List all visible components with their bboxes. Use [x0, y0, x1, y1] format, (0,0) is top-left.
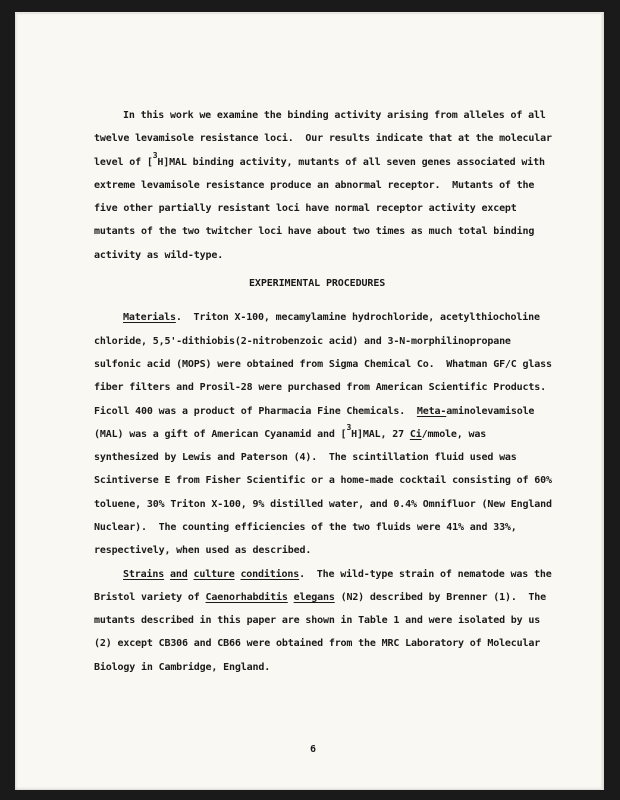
intro-line-2: twelve levamisole resistance loci. Our results indicate that at the molecular: [94, 133, 552, 144]
materials-line-6: [94, 423, 487, 441]
ci-underlined: Ci: [409, 429, 422, 440]
superscript-3-mal: 3: [346, 423, 352, 432]
materials-line-1: [123, 312, 540, 324]
intro-line-1: In this work we examine the binding activity arising from alleles of all: [123, 110, 546, 121]
materials-line-5-pre: Ficoll 400 was a product of Pharmacia Fine Chemicals.: [94, 406, 417, 417]
species-name: elegans: [293, 592, 335, 603]
materials-line-1-rest: . Triton X-100, mecamylamine hydrochloride, acetylthiocholine: [175, 312, 540, 323]
genus-name: Caenorhabditis: [205, 592, 288, 603]
intro-line-3-after: H]MAL binding activity, mutants of all seven genes associated with: [157, 157, 545, 168]
materials-heading: Materials: [123, 312, 176, 323]
intro-line-3-before: level of [: [94, 157, 153, 168]
strains-line-2-post: (N2) described by Brenner (1). The: [334, 592, 547, 603]
page-top-edge: [15, 12, 604, 14]
intro-line-3: [94, 151, 545, 169]
strains-heading-word-1: Strains: [123, 569, 165, 580]
materials-line-10: Nuclear). The counting efficiencies of the two fluids were 41% and 33%,: [94, 522, 517, 533]
strains-line-1-rest: . The wild-type strain of nematode was the: [299, 569, 552, 580]
superscript-3: 3: [152, 151, 158, 160]
strains-line-5: Biology in Cambridge, England.: [94, 662, 271, 673]
materials-line-8: Scintiverse E from Fisher Scientific or a home-made cocktail consisting of 60%: [94, 475, 552, 486]
materials-line-6-pre: (MAL) was a gift of American Cyanamid and [: [94, 429, 347, 440]
page-number: 6: [310, 744, 316, 755]
intro-line-4: extreme levamisole resistance produce an abnormal receptor. Mutants of the: [94, 180, 535, 191]
strains-line-1: [123, 569, 552, 581]
materials-line-6-mid: H]MAL, 27: [351, 429, 410, 440]
strains-line-2: [94, 592, 546, 604]
materials-line-6-post: /mmole, was: [421, 429, 487, 440]
strains-line-3: mutants described in this paper are shown in Table 1 and were isolated by us: [94, 615, 541, 626]
strains-heading-word-3: culture: [193, 569, 235, 580]
intro-line-5: five other partially resistant loci have normal receptor activity except: [94, 203, 517, 214]
materials-line-11: respectively, when used as described.: [94, 545, 312, 556]
materials-line-5-post: aminolevamisole: [446, 406, 535, 417]
materials-line-9: toluene, 30% Triton X-100, 9% distilled water, and 0.4% Omnifluor (New England: [94, 499, 552, 510]
document-page: [15, 12, 604, 790]
intro-line-6: mutants of the two twitcher loci have about two times as much total binding: [94, 226, 535, 237]
materials-line-4: fiber filters and Prosil-28 were purchased from American Scientific Products.: [94, 382, 547, 393]
materials-line-7: synthesized by Lewis and Paterson (4). The scintillation fluid used was: [94, 452, 517, 463]
strains-heading-word-2: and: [169, 569, 188, 580]
materials-line-5: [94, 406, 534, 418]
strains-heading-word-4: conditions: [240, 569, 300, 580]
strains-line-2-pre: Bristol variety of: [94, 592, 206, 603]
section-heading: EXPERIMENTAL PROCEDURES: [249, 278, 386, 289]
strains-line-4: (2) except CB306 and CB66 were obtained from the MRC Laboratory of Molecular: [94, 638, 541, 649]
intro-line-7: activity as wild-type.: [94, 250, 224, 261]
materials-line-2: chloride, 5,5'-dithiobis(2-nitrobenzoic acid) and 3-N-morphilinopropane: [94, 336, 511, 347]
materials-line-3: sulfonic acid (MOPS) were obtained from Sigma Chemical Co. Whatman GF/C glass: [94, 359, 552, 370]
page-right-edge: [601, 12, 604, 790]
meta-underlined: Meta-: [416, 406, 447, 417]
